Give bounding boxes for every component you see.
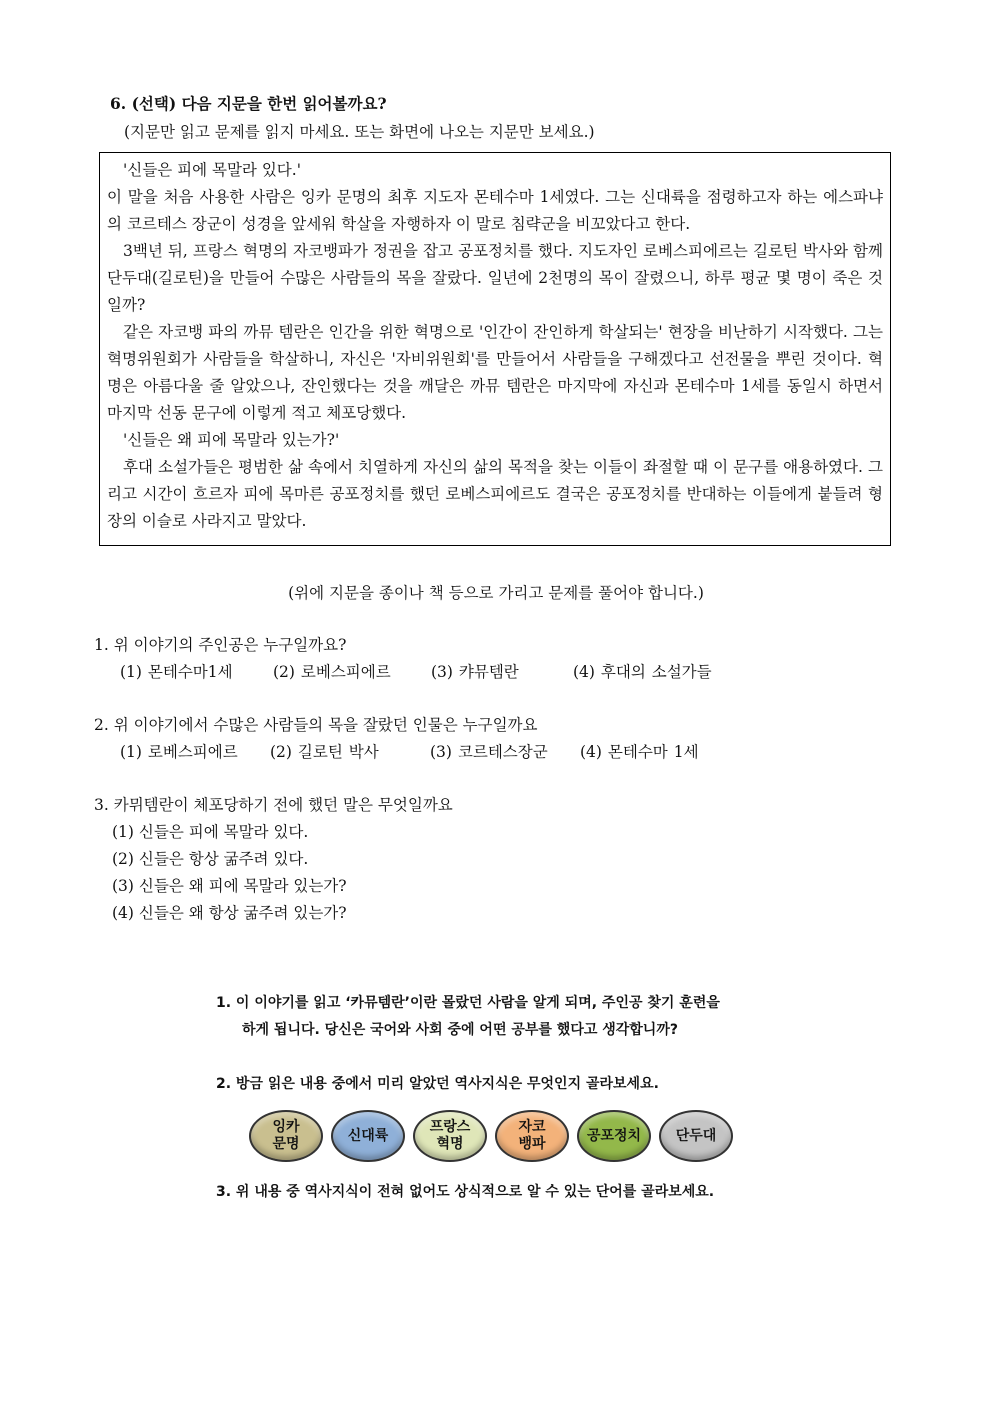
question-2 bbox=[94, 712, 699, 766]
passage-paragraph-1: 이 말을 처음 사용한 사람은 잉카 문명의 최후 지도자 몬테수마 1세였다. 그는 신대륙을 점령하고자 하는 에스파냐의 코르테스 장군이 성경을 앞세워 학살을 자행하자 이 말로 침략군을 비꼬았다고 한다. bbox=[107, 188, 883, 233]
reflection-question-3: 3. 위 내용 중 역사지식이 전혀 없어도 상식적으로 알 수 있는 단어를 골라보세요. bbox=[216, 1184, 715, 1200]
keyword-guillotine[interactable]: 단두대 bbox=[659, 1110, 733, 1162]
option-4[interactable]: (4) 신들은 왜 항상 굶주려 있는가? bbox=[112, 904, 347, 922]
option-2[interactable]: (2) 신들은 항상 굶주려 있다. bbox=[112, 850, 309, 868]
option-3[interactable]: (3) 코르테스장군 bbox=[430, 743, 548, 761]
passage-quote-1: '신들은 피에 목말라 있다.' bbox=[123, 161, 301, 179]
reflection-q1-line2: 하게 됩니다. 당신은 국어와 사회 중에 어떤 공부를 했다고 생각합니까? bbox=[242, 1022, 678, 1038]
question-options bbox=[94, 739, 699, 766]
option-2[interactable]: (2) 길로틴 박사 bbox=[270, 743, 379, 761]
option-2[interactable]: (2) 로베스피에르 bbox=[273, 663, 391, 681]
option-1[interactable]: (1) 로베스피에르 bbox=[120, 743, 238, 761]
keyword-new-world[interactable]: 신대륙 bbox=[331, 1110, 405, 1162]
reflection-q1-line1: 1. 이 이야기를 읽고 ‘카뮤템란’이란 몰랐던 사람을 알게 되며, 주인공 찾기 훈련을 bbox=[216, 995, 720, 1011]
section-instruction: (지문만 읽고 문제를 읽지 마세요. 또는 화면에 나오는 지문만 보세요.) bbox=[124, 123, 595, 141]
passage-quote-2: '신들은 왜 피에 목말라 있는가?' bbox=[123, 431, 340, 449]
option-1[interactable]: (1) 신들은 피에 목말라 있다. bbox=[112, 823, 309, 841]
keyword-reign-of-terror[interactable]: 공포정치 bbox=[577, 1110, 651, 1162]
section-title: 6. (선택) 다음 지문을 한번 읽어볼까요? bbox=[110, 94, 387, 113]
option-4[interactable]: (4) 몬테수마 1세 bbox=[580, 743, 699, 761]
passage-paragraph-4: 후대 소설가들은 평범한 삶 속에서 치열하게 자신의 삶의 목적을 찾는 이들이 좌절할 때 이 문구를 애용하였다. 그리고 시간이 흐르자 피에 목마른 공포정치를 했던 로베스피에르도 결국은 공포정치를 반대하는 이들에게 붙들려 형장의 이슬로 사라지고 말았다. bbox=[107, 458, 883, 530]
question-3 bbox=[94, 792, 453, 927]
cover-instruction: (위에 지문을 종이나 책 등으로 가리고 문제를 풀어야 합니다.) bbox=[288, 584, 704, 602]
reflection-question-1 bbox=[216, 990, 720, 1044]
reading-passage bbox=[99, 152, 891, 546]
question-text: 2. 위 이야기에서 수많은 사람들의 목을 잘랐던 인물은 누구일까요 bbox=[94, 716, 538, 734]
keyword-options bbox=[249, 1110, 733, 1162]
option-3[interactable]: (3) 캬뮤템란 bbox=[431, 663, 519, 681]
keyword-jacobins[interactable]: 자코 뱅파 bbox=[495, 1110, 569, 1162]
question-1 bbox=[94, 632, 712, 686]
question-text: 3. 카뮈템란이 체포당하기 전에 했던 말은 무엇일까요 bbox=[94, 796, 453, 814]
question-text: 1. 위 이야기의 주인공은 누구일까요? bbox=[94, 636, 347, 654]
question-options bbox=[94, 659, 712, 686]
keyword-french-revolution[interactable]: 프랑스 혁명 bbox=[413, 1110, 487, 1162]
option-4[interactable]: (4) 후대의 소설가들 bbox=[573, 663, 712, 681]
option-1[interactable]: (1) 몬테수마1세 bbox=[120, 663, 233, 681]
option-3[interactable]: (3) 신들은 왜 피에 목말라 있는가? bbox=[112, 877, 347, 895]
reflection-question-2: 2. 방금 읽은 내용 중에서 미리 알았던 역사지식은 무엇인지 골라보세요. bbox=[216, 1076, 659, 1092]
passage-paragraph-2: 3백년 뒤, 프랑스 혁명의 자코뱅파가 정권을 잡고 공포정치를 했다. 지도자인 로베스피에르는 길로틴 박사와 함께 단두대(길로틴)을 만들어 수많은 사람들의 목을 잘랐다. 일년에 2천명의 목이 잘렸으니, 하루 평균 몇 명이 죽은 것일까? bbox=[107, 242, 883, 314]
question-options bbox=[94, 819, 453, 927]
keyword-inca[interactable]: 잉카 문명 bbox=[249, 1110, 323, 1162]
passage-paragraph-3: 같은 자코뱅 파의 까뮤 템란은 인간을 위한 혁명으로 '인간이 잔인하게 학살되는' 현장을 비난하기 시작했다. 그는 혁명위원회가 사람들을 학살하니, 자신은 '자비위원회'를 만들어서 사람들을 구해겠다고 선전물을 뿌린 것이다. 혁명은 아름다울 줄 알았으나, 잔인했다는 것을 깨달은 까뮤 템란은 마지막에 자신과 몬테수마 1세를 동일시 하면서 마지막 선동 문구에 이렇게 적고 체포당했다. bbox=[107, 323, 883, 422]
